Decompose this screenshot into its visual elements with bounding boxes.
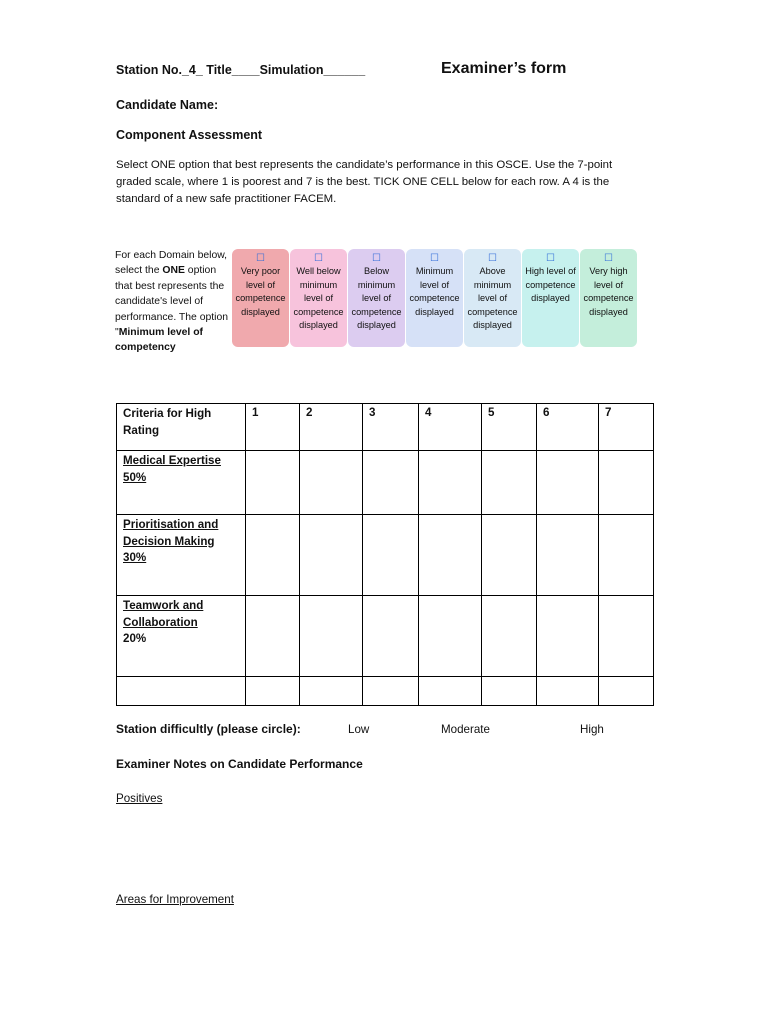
empty-cell [419, 677, 482, 706]
difficulty-option-high[interactable]: High [580, 723, 604, 736]
scale-level-5-label: Above minimum level of competence displayed [467, 266, 518, 331]
scale-level-6-label: High level of competence displayed [525, 266, 576, 304]
domain-instruction-bold-2: Minimum level of competency [115, 327, 203, 354]
domain-instruction-bold-1: ONE [162, 265, 185, 277]
empty-cell [246, 677, 300, 706]
candidate-name-label: Candidate Name: [116, 98, 219, 112]
scale-level-1[interactable] [232, 249, 289, 347]
rating-cell[interactable] [363, 596, 419, 677]
column-header: 2 [300, 404, 363, 451]
table-row-empty [117, 677, 654, 706]
scale-level-5[interactable] [464, 249, 521, 347]
rating-cell[interactable] [482, 515, 537, 596]
rating-cell[interactable] [363, 515, 419, 596]
column-header: 1 [246, 404, 300, 451]
rating-cell[interactable] [419, 596, 482, 677]
table-row [117, 515, 654, 596]
difficulty-label: Station difficultly (please circle): [116, 722, 301, 736]
rating-scale [232, 249, 637, 347]
rating-cell[interactable] [537, 596, 599, 677]
empty-cell [300, 677, 363, 706]
rating-cell[interactable] [246, 515, 300, 596]
rating-cell[interactable] [537, 451, 599, 515]
instructions-paragraph: Select ONE option that best represents the candidate’s performance in this OSCE. Use the 7-point graded scale, where 1 is poorest and 7 is the best. TICK ONE CELL below for each row. A 4 is the standard of a new safe practitioner FACEM. [116, 159, 613, 205]
rating-cell[interactable] [482, 596, 537, 677]
domain-instruction-text-2: option that best represents the candidate's level of performance. The option " [115, 265, 229, 339]
scale-level-3[interactable] [348, 249, 405, 347]
criterion-name: Teamwork and Collaboration [123, 599, 204, 629]
positives-heading: Positives [116, 792, 163, 805]
column-header: 6 [537, 404, 599, 451]
scale-level-4-label: Minimum level of competence displayed [409, 266, 460, 317]
column-header: 5 [482, 404, 537, 451]
criterion-weight: 50% [123, 470, 147, 484]
empty-cell [599, 677, 654, 706]
station-title-line: Station No._4_ Title____Simulation______ [116, 63, 366, 77]
table-row [117, 451, 654, 515]
rating-table [116, 403, 654, 706]
rating-cell[interactable] [363, 451, 419, 515]
difficulty-option-moderate[interactable]: Moderate [441, 723, 490, 736]
checkbox-icon[interactable]: ☐ [430, 253, 439, 264]
criterion-weight: 30% [123, 551, 147, 564]
rating-cell[interactable] [246, 596, 300, 677]
scale-level-6[interactable] [522, 249, 579, 347]
criterion-name: Prioritisation and Decision Making [123, 518, 219, 548]
rating-cell[interactable] [300, 515, 363, 596]
rating-cell[interactable] [246, 451, 300, 515]
scale-level-2-label: Well below minimum level of competence displayed [293, 266, 344, 331]
table-row [117, 596, 654, 677]
scale-level-2[interactable] [290, 249, 347, 347]
checkbox-icon[interactable]: ☐ [256, 253, 265, 264]
checkbox-icon[interactable]: ☐ [604, 253, 613, 264]
empty-cell [117, 677, 246, 706]
criterion-cell [117, 596, 246, 677]
scale-level-7-label: Very high level of competence displayed [583, 266, 634, 317]
column-header: 4 [419, 404, 482, 451]
criteria-header: Criteria for High Rating [117, 404, 246, 451]
scale-level-4[interactable] [406, 249, 463, 347]
table-header-row [117, 404, 654, 451]
rating-cell[interactable] [482, 451, 537, 515]
examiner-notes-heading: Examiner Notes on Candidate Performance [116, 757, 363, 771]
column-header: 7 [599, 404, 654, 451]
checkbox-icon[interactable]: ☐ [314, 253, 323, 264]
scale-level-3-label: Below minimum level of competence displayed [351, 266, 402, 331]
difficulty-option-low[interactable]: Low [348, 723, 370, 736]
criterion-cell [117, 515, 246, 596]
empty-cell [537, 677, 599, 706]
areas-for-improvement-heading: Areas for Improvement [116, 893, 234, 906]
checkbox-icon[interactable]: ☐ [488, 253, 497, 264]
rating-cell[interactable] [300, 596, 363, 677]
empty-cell [363, 677, 419, 706]
scale-level-7[interactable] [580, 249, 637, 347]
component-assessment-heading: Component Assessment [116, 128, 263, 142]
criterion-name: Medical Expertise [123, 454, 221, 467]
rating-cell[interactable] [419, 451, 482, 515]
rating-cell[interactable] [599, 451, 654, 515]
rating-cell[interactable] [599, 596, 654, 677]
rating-cell[interactable] [537, 515, 599, 596]
scale-level-1-label: Very poor level of competence displayed [235, 266, 286, 317]
criterion-cell [117, 451, 246, 515]
rating-cell[interactable] [599, 515, 654, 596]
criterion-weight: 20% [123, 632, 147, 645]
form-title: Examiner’s form [441, 60, 567, 77]
column-header: 3 [363, 404, 419, 451]
rating-cell[interactable] [300, 451, 363, 515]
rating-cell[interactable] [419, 515, 482, 596]
domain-instruction [115, 248, 235, 356]
checkbox-icon[interactable]: ☐ [546, 253, 555, 264]
empty-cell [482, 677, 537, 706]
checkbox-icon[interactable]: ☐ [372, 253, 381, 264]
domain-instruction-text-1: For each Domain below, select the [115, 250, 228, 277]
